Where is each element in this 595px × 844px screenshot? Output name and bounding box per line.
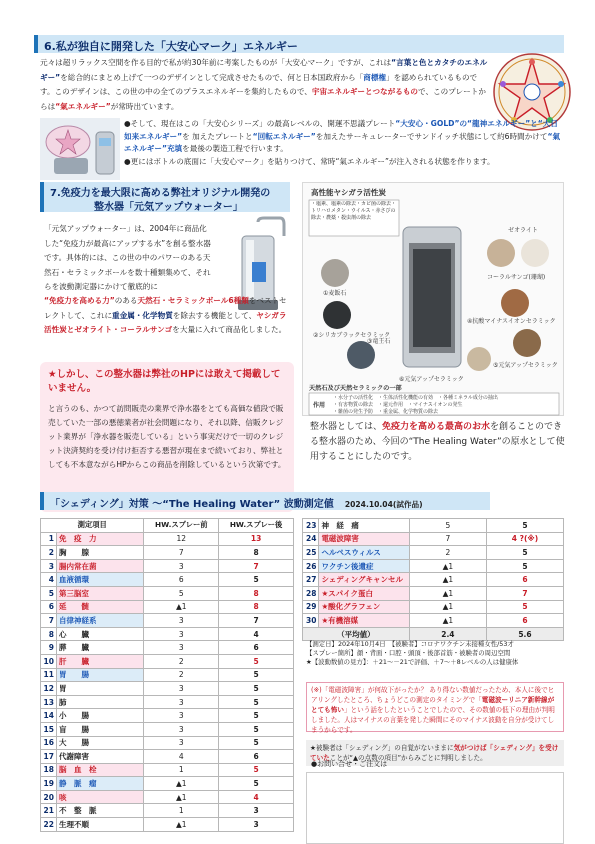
value-before: 6 [144,573,219,587]
value-before: 2 [144,668,219,682]
value-before: 12 [144,532,219,546]
text: ●更にはボトルの底面に「大安心マーク」を貼りつけて、常時“氣エネルギー”が注入される状態を作ります。 [124,156,495,166]
row-number: 15 [41,722,57,736]
text-emphasis: “回転エネルギー” [252,131,316,141]
measurement-item: ワクチン後遺症 [319,559,409,573]
measurement-item: 胸 腺 [56,546,143,560]
section6-heading-text: 6.私が独自に開発した「大安心マーク」エネルギー [44,40,298,53]
value-before: 3 [144,736,219,750]
row-number: 28 [303,586,319,600]
text-emphasis: “免疫力を高める力” [44,296,115,305]
value-after: 7 [486,586,563,600]
text: を 加えたプレートと [182,131,253,141]
average-after: 5.6 [486,627,563,641]
measurement-item: 脳 血 栓 [56,763,143,777]
diagram-label: ⑥元気アップセラミック [399,376,464,383]
table-row [41,668,294,682]
table-row [41,763,294,777]
row-number: 23 [303,519,319,533]
value-before: ▲1 [409,586,486,600]
value-after: 5 [219,668,294,682]
value-before: 2 [144,654,219,668]
text-emphasis: “氣エネルギー”充填 [124,131,561,153]
row-number: 27 [303,573,319,587]
table-row [41,654,294,668]
table-row [303,586,564,600]
table-row [303,614,564,628]
value-before: 3 [144,722,219,736]
row-number: 4 [41,573,57,587]
contact-box [306,760,564,844]
table-row [41,614,294,628]
value-before: 5 [409,519,486,533]
section7-paragraph [44,222,214,295]
value-after: 5 [219,682,294,696]
diagram-top-items: ・塩素、塩素の除去・カビ菌の除去・トリハロメタン・ウイルス・赤さびの除去・農薬・殺虫剤の除去 [311,201,397,221]
value-after: 7 [219,614,294,628]
text: (※)「電磁波障害」が何故下がったか？ あり得ない数値だったため、本人に後でヒアリングしたところ、ちょうどこの測定のタイミングで「 [311,686,555,704]
text-emphasis: 商標権 [363,72,387,82]
section6-paragraph [40,56,488,114]
section8-date: 2024.10.04(試作品) [344,500,423,509]
text-emphasis: ヤシガラ活性炭とゼオライト・コーラルサンゴ [44,310,287,334]
value-before: 7 [144,546,219,560]
table-row [41,818,294,832]
value-after: 5 [219,709,294,723]
value-after: 5 [219,736,294,750]
table-row [41,573,294,587]
measurement-item: 盲 腸 [56,722,143,736]
table-row [303,532,564,546]
value-before: 3 [144,695,219,709]
value-before: ▲1 [409,600,486,614]
section7-paragraph-2 [44,294,294,338]
notice-title: ★しかし、この整水器は弊社のHPには敢えて掲載していません。 [48,369,281,394]
section7-heading-line2: 整水器「元気アップウォーター」 [94,202,243,213]
measurement-item: 自律神経系 [56,614,143,628]
row-number: 11 [41,668,57,682]
measurement-item: 胃 [56,682,143,696]
stone-image [347,341,375,369]
measurement-item: 肝 臓 [56,654,143,668]
text: ★被験者は「シェディング」の自覚がないままに [310,744,454,752]
row-number: 10 [41,654,57,668]
table-row [41,695,294,709]
text: で、このプレートからは [40,87,486,111]
table-row [303,559,564,573]
row-number: 1 [41,532,57,546]
note-line: 【スプレー箇所】顔・背面・口腔・頭頂・後部首筋・被験者の周辺空間 [306,649,511,657]
text: ●そして、現在はこの「大安心シリーズ」の最高レベルの、開運不思議プレート [124,119,396,128]
value-after: 8 [219,586,294,600]
wave-table-left [40,518,294,832]
row-number: 21 [41,804,57,818]
measurement-item: 胃 腸 [56,668,143,682]
section8-heading-text: 「シェディング」対策 ～“The Healing Water” 波動測定値 [50,499,334,510]
value-before: 3 [144,641,219,655]
text: 」という話をしたということでしたので、その数値の低下の理由が判明しました。人はマイナスの言葉を発した瞬間にそのマイナス波動を自分が受けてしまうからです。 [311,706,555,734]
measurement-item: 延 髄 [56,600,143,614]
diagram-label: ゼオライト [508,227,538,234]
table-row [41,641,294,655]
measurement-item: ヘルペスウィルス [319,546,409,560]
row-number: 14 [41,709,57,723]
row-number: 8 [41,627,57,641]
value-before: ▲1 [409,559,486,573]
col-before-header: HW.スプレー前 [144,519,219,533]
average-label: （平均値） [303,627,410,641]
row-number: 16 [41,736,57,750]
text: ことが“▲の点数の項目”からみごとに判明しました。 [329,754,487,762]
text: を加えたサーキュレーターでサンドイッチ状態にして約6時間かけて [315,131,548,141]
measurement-item: 神 経 痛 [319,519,409,533]
measurement-item: 小 腸 [56,709,143,723]
row-number: 17 [41,750,57,764]
row-number: 26 [303,559,319,573]
value-after: 5 [486,519,563,533]
diagram-caption [310,420,566,465]
measurement-item: ★スパイク蛋白 [319,586,409,600]
measurement-item: 電磁波障害 [319,532,409,546]
measurement-item: 大 腸 [56,736,143,750]
stone-image [321,259,349,287]
measurement-item: 咳 [56,790,143,804]
text: 何と日本国政府から「 [287,72,364,82]
table-row [41,736,294,750]
row-number: 2 [41,546,57,560]
text: を大量に入れて商品化しました。 [172,325,287,334]
value-before: ▲1 [144,600,219,614]
value-before: ▲1 [144,818,219,832]
value-before: ▲1 [409,573,486,587]
table-row [41,790,294,804]
text-emphasis: 電磁波ーリニア新幹線がとても怖い [311,696,555,714]
text: 」を認められているものです。このデザインは、この世の中の全てのプラスエネルギーを集約したもので、 [40,72,478,96]
value-after: 5 [486,600,563,614]
measurement-item: 肺 [56,695,143,709]
row-number: 18 [41,763,57,777]
measurement-item: 不 整 脈 [56,804,143,818]
wave-table-right [302,518,564,641]
value-after: 8 [219,600,294,614]
stone-image [521,239,549,267]
row-number: 19 [41,777,57,791]
average-row [303,627,564,641]
measurement-item: シェディングキャンセル [319,573,409,587]
value-after: 5 [219,777,294,791]
row-number: 29 [303,600,319,614]
text: 「元気アップウォーター」は、2004年に商品化した“免疫力が最高にアップする水”を創る整水器です。具体的には、この世の中のパワーのある天然石・セラミックボールを数十種類集めて、それらを波動測定器にかけて徹底的に [44,224,211,291]
value-after: 5 [219,763,294,777]
table-row [41,777,294,791]
stone-image [513,329,541,357]
section8-heading [40,492,490,510]
stone-image [487,239,515,267]
table-row [41,586,294,600]
diagram-bottom-label: 天然石及び天然セラミックの一部 [309,385,402,392]
measurement-item: 第三脳室 [56,586,143,600]
row-number: 24 [303,532,319,546]
measurement-item: 腸内常在菌 [56,559,143,573]
measurement-item: 免 疫 力 [56,532,143,546]
text: 元々は超リラックス空間を作る目的で私が約30年前に考案したものが「大安心マーク」ですが、これは [40,58,392,67]
value-after: 5 [219,722,294,736]
emf-explanation-box [306,682,564,732]
value-after: 6 [219,750,294,764]
value-after: 5 [219,695,294,709]
text: を総合的にまとめ上げて一つのデザインとして完成させたもので、 [60,72,288,82]
measurement-notes [306,640,566,667]
row-number: 9 [41,641,57,655]
table-row [41,804,294,818]
value-before: 4 [144,750,219,764]
value-before: 7 [409,532,486,546]
value-after: 6 [219,641,294,655]
value-before: ▲1 [144,790,219,804]
text-emphasis: 天然石・セラミックボール6種類 [137,296,249,305]
text-emphasis: 宇宙エネルギーとつながるもの [311,87,419,96]
value-before: ▲1 [144,777,219,791]
measurement-item: 膵 臓 [56,641,143,655]
table-row [41,532,294,546]
diagram-bottom-row: ・有害物質の除去 ・還元作用 ・マイナスイオンの発生 [333,402,463,408]
value-after: 4 [219,790,294,804]
value-after: 8 [219,546,294,560]
table-row [303,519,564,533]
text-emphasis: “言葉と色とカタチのエネルギー” [40,58,488,82]
table-row [41,546,294,560]
value-after: 6 [486,614,563,628]
note-line: 【測定日】2024年10月4日 【被験者】コロナワクチン未接種女性/53才 [306,640,514,648]
value-before: 3 [144,709,219,723]
table-row [41,682,294,696]
text: を最後の製造工程で行います。 [182,144,288,153]
section6-paragraph-2 [124,118,564,168]
diagram-bottom-row: ・雑菌の発生予防 ・重金属、化学物質の除去 [333,409,439,415]
contact-label: ●お問い合せ・ご注文は [311,760,388,768]
section7-heading [40,182,290,212]
text-emphasis: 免疫力を高める最高のお水 [382,422,491,432]
table-row [303,546,564,560]
diagram-label: ⑤元気アップセラミック [493,362,558,369]
value-after: 6 [486,573,563,587]
table-row [41,559,294,573]
diagram-bottom-row: ・水分子の活性化 ・生体活性化機能の有効 ・各種ミネラル成分の抽出 [333,395,498,401]
value-after: 13 [219,532,294,546]
row-number: 22 [41,818,57,832]
stone-image [467,347,491,371]
value-before: 3 [144,614,219,628]
average-before: 2.4 [409,627,486,641]
value-before: 5 [144,586,219,600]
measurement-item: 静 脈 瘤 [56,777,143,791]
section6-heading [34,35,564,53]
col-after-header: HW.スプレー後 [219,519,294,533]
row-number: 20 [41,790,57,804]
value-before: 1 [144,763,219,777]
stone-image [501,289,529,317]
row-number: 5 [41,586,57,600]
value-after: 3 [219,804,294,818]
energy-plate-product-image [40,118,120,180]
row-number: 6 [41,600,57,614]
text: を創ることのできる整水器のため、今回の“The Healing Water”の原水として使用することにしたのです。 [310,422,565,462]
value-before: 2 [409,546,486,560]
row-number: 30 [303,614,319,628]
text: を除去する機能として、 [172,310,257,320]
table-row [303,600,564,614]
row-number: 3 [41,559,57,573]
hp-notice-box [40,362,294,512]
diagram-label: コーラルサンゴ(珊瑚) [487,274,546,281]
diagram-bottom-side: 作用 [313,402,326,409]
row-number: 12 [41,682,57,696]
table-row [303,573,564,587]
value-after: 5 [486,546,563,560]
table-row [41,750,294,764]
value-after: 5 [486,559,563,573]
diagram-label: ②シリカブラックセラミック [313,332,391,339]
measurement-item: 心 臓 [56,627,143,641]
notice-body: と言うのも、かつて訪問販売の業界で浄水器をとても高価な値段で販売していた一部の悪徳業者が社会問題になり、それ以降、信販クレジット業界が「浄水器を販売している」という事実だけで一切のクレジット決済契約を受け付け拒否する悪習が現在まで続いており、弊社としても不本意ながらHPからこの商品を削除しているという次第です。 [48,404,286,469]
diagram-top-label: 高性能ヤシガラ活性炭 [311,188,386,197]
note-line: ★【波動数値の見方】：＋21～－21で評価、＋7～＋8レベルの人は健康体 [306,658,519,666]
diagram-canvas [303,183,565,417]
table-row [41,709,294,723]
row-number: 25 [303,546,319,560]
measurement-item: ★酸化グラフェン [319,600,409,614]
value-after: 3 [219,818,294,832]
table-row [41,600,294,614]
text-emphasis: 気がつけば「シェディング」を受けていた [310,744,559,762]
measurement-item: 血液循環 [56,573,143,587]
measurement-item: ★有機溶媒 [319,614,409,628]
value-after: 5 [219,573,294,587]
value-before: 3 [144,559,219,573]
row-number: 7 [41,614,57,628]
filter-structure-diagram [302,182,564,416]
value-before: 1 [144,804,219,818]
table-row [41,722,294,736]
text: のある [114,296,138,305]
text: をベストセレクトして、これに [44,296,287,320]
text-emphasis: “氣エネルギー” [55,101,111,111]
text: が常時出ています。 [110,101,179,111]
diagram-label: ①麦飯石 [323,290,347,297]
measurement-item: 生理不順 [56,818,143,832]
value-after: 5 [219,654,294,668]
value-before: 3 [144,682,219,696]
value-before: ▲1 [409,614,486,628]
section7-heading-line1: 7.免疫力を最大限に高める弊社オリジナル開発の [50,188,271,199]
text: 整水器としては、 [310,422,383,432]
text-emphasis: “大安心・GOLD”の“龍神エネルギー”と“大日如来エネルギー” [124,119,558,141]
value-after: 4 ?(※) [486,532,563,546]
row-number: 13 [41,695,57,709]
measurement-item: 代謝障害 [56,750,143,764]
stone-image [323,301,351,329]
text-emphasis: 重金属・化学物質 [112,310,173,320]
col-item-header: 測定項目 [41,519,144,533]
value-after: 7 [219,559,294,573]
diagram-label: ③竜王石 [367,338,391,345]
diagram-label: ④抗酸マイナスイオンセラミック [467,318,556,325]
table-row [41,627,294,641]
value-before: 3 [144,627,219,641]
value-after: 4 [219,627,294,641]
